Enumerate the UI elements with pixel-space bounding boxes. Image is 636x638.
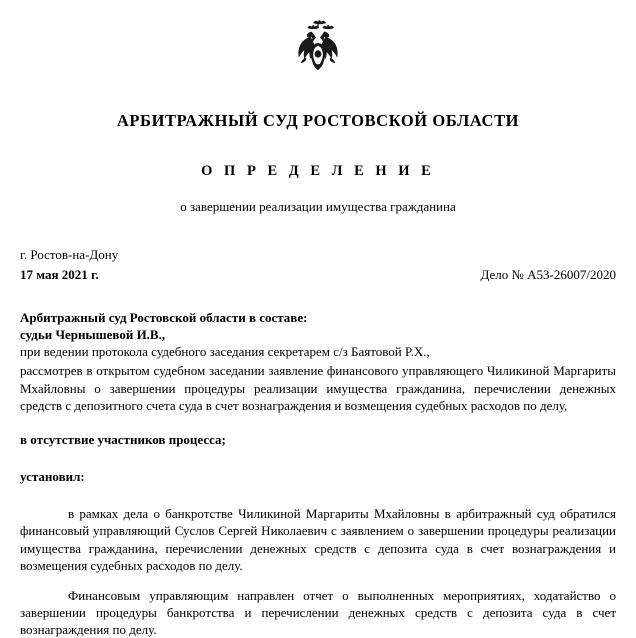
document-meta	[20, 247, 616, 283]
body-paragraph-2: Финансовым управляющим направлен отчет о выполненных мероприятиях, ходатайство о завершении процедуры банкротства и перечислении денежных средств с депозита суда в счет вознаграждения по делу.	[20, 587, 616, 638]
body-paragraph-1: в рамках дела о банкротстве Чиликиной Маргариты Мхайловны в арбитражный суд обратился финансовый управляющий Суслов Сергей Николаевич с заявлением о завершении процедуры реализации имущества гражданина, перечислении денежных средств с депозита суда в счет вознаграждения и возмещения судебных расходов по делу.	[20, 506, 616, 573]
document-date: 17 мая 2021 г.	[20, 267, 99, 282]
established-line: установил:	[20, 469, 85, 485]
date-case-row	[20, 267, 616, 283]
protocol-line: при ведении протокола судебного заседания секретарем с/з Баятовой Р.Х.,	[20, 344, 430, 360]
absence-line: в отсутствие участников процесса;	[20, 431, 226, 447]
city-label: г. Ростов-на-Дону	[20, 247, 119, 262]
emblem-container	[20, 18, 616, 85]
consideration-paragraph: рассмотрев в открытом судебном заседании заявление финансового управляющего Чиликиной Маргариты Мхайловны о завершении процедуры реализации имущества гражданина, перечислении денежных средств с депозитного счета суда в счет вознаграждения и возмещения судебных расходов по делу,	[20, 363, 616, 413]
composition-line-2: судьи Чернышевой И.В.,	[20, 327, 166, 343]
court-title: АРБИТРАЖНЫЙ СУД РОСТОВСКОЙ ОБЛАСТИ	[116, 111, 520, 130]
document-body	[20, 309, 616, 638]
case-number: Дело № А53-26007/2020	[480, 267, 616, 282]
document-type-heading: О П Р Е Д Е Л Е Н И Е	[201, 163, 435, 179]
russian-coat-of-arms-icon	[287, 18, 349, 80]
document-subject: о завершении реализации имущества гражданина	[180, 199, 456, 214]
composition-line-1: Арбитражный суд Ростовской области в составе:	[20, 310, 308, 325]
